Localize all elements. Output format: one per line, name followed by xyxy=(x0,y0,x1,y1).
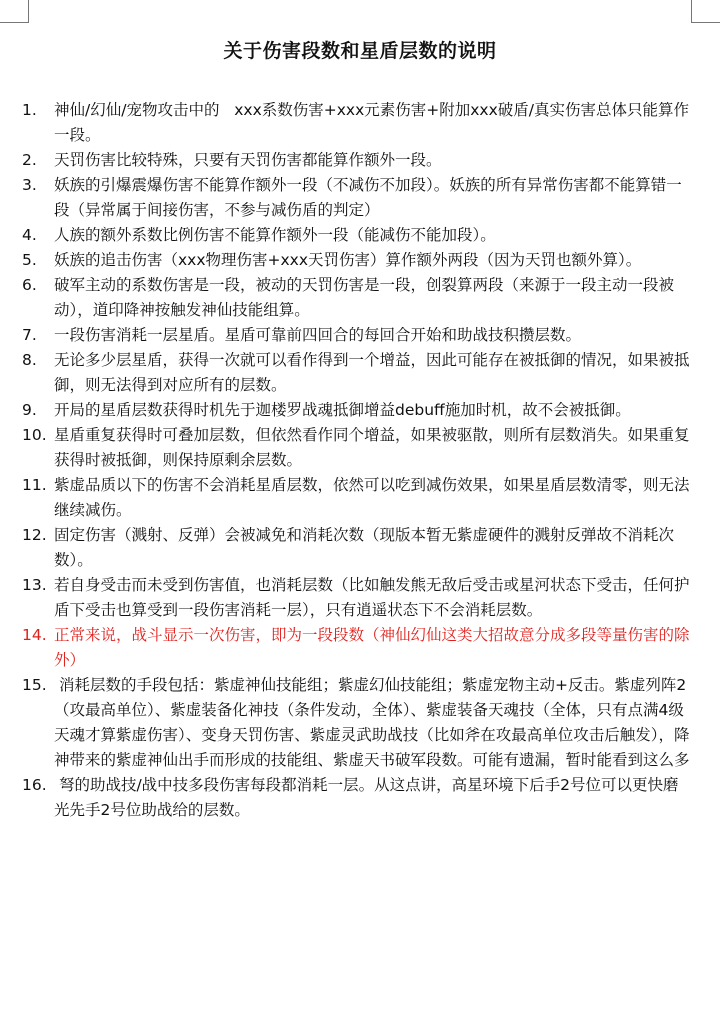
list-item xyxy=(22,148,694,173)
list-item-number: 2. xyxy=(22,151,37,169)
list-item-text: 妖族的追击伤害（xxx物理伤害+xxx天罚伤害）算作额外两段（因为天罚也额外算）。 xyxy=(54,251,642,269)
list-item-text: 破军主动的系数伤害是一段，被动的天罚伤害是一段，创裂算两段（来源于一段主动一段被动），道印降神按触发神仙技能组算。 xyxy=(54,276,675,319)
crop-mark-left xyxy=(0,0,29,23)
list-item-number: 9. xyxy=(22,401,37,419)
list-item-highlighted xyxy=(22,623,694,673)
crop-mark-right xyxy=(691,0,720,23)
list-item-text: 星盾重复获得时可叠加层数，但依然看作同个增益，如果被驱散，则所有层数消失。如果重复获得时被抵御，则保持原剩余层数。 xyxy=(54,426,690,469)
list-item xyxy=(22,673,694,773)
list-item xyxy=(22,573,694,623)
list-item-text: 若自身受击而未受到伤害值，也消耗层数（比如触发熊无敌后受击或星河状态下受击，任何护盾下受击也算受到一段伤害消耗一层），只有逍遥状态下不会消耗层数。 xyxy=(54,576,690,619)
list-item-number: 7. xyxy=(22,326,37,344)
list-item-text: 紫虚品质以下的伤害不会消耗星盾层数，依然可以吃到减伤效果，如果星盾层数清零，则无法继续减伤。 xyxy=(54,476,690,519)
list-item-text: 一段伤害消耗一层星盾。星盾可靠前四回合的每回合开始和助战技积攒层数。 xyxy=(54,326,582,344)
list-item-number: 16. xyxy=(22,776,47,794)
list-item-text: 无论多少层星盾，获得一次就可以看作得到一个增益，因此可能存在被抵御的情况，如果被抵御，则无法得到对应所有的层数。 xyxy=(54,351,690,394)
list-item-number: 8. xyxy=(22,351,37,369)
list-item-text: 天罚伤害比较特殊，只要有天罚伤害都能算作额外一段。 xyxy=(54,151,442,169)
list-item-number: 15. xyxy=(22,676,47,694)
list-item xyxy=(22,173,694,223)
list-item-number: 6. xyxy=(22,276,37,294)
list-item-text: 开局的星盾层数获得时机先于迦楼罗战魂抵御增益debuff施加时机，故不会被抵御。 xyxy=(54,401,631,419)
list-item xyxy=(22,398,694,423)
list-item xyxy=(22,223,694,248)
list-item xyxy=(22,423,694,473)
list-item xyxy=(22,323,694,348)
list-item-number: 5. xyxy=(22,251,37,269)
list-item xyxy=(22,773,694,823)
list-item-text: 妖族的引爆震爆伤害不能算作额外一段（不减伤不加段）。妖族的所有异常伤害都不能算错一段（异常属于间接伤害，不参与减伤盾的判定） xyxy=(54,176,682,219)
list-item-number: 1. xyxy=(22,101,37,119)
list-item-number: 3. xyxy=(22,176,37,194)
list-item-number: 10. xyxy=(22,426,47,444)
rules-list xyxy=(22,98,694,823)
document-title: 关于伤害段数和星盾层数的说明 xyxy=(223,40,497,62)
list-item xyxy=(22,273,694,323)
list-item xyxy=(22,348,694,398)
list-item-text: 固定伤害（溅射、反弹）会被减免和消耗次数（现版本暂无紫虚硬件的溅射反弹故不消耗次数）。 xyxy=(54,526,675,569)
list-item-number: 13. xyxy=(22,576,47,594)
list-item-number: 11. xyxy=(22,476,47,494)
list-item xyxy=(22,98,694,148)
list-item-text: 弩的助战技/战中技多段伤害每段都消耗一层。从这点讲，高星环境下后手2号位可以更快磨光先手2号位助战给的层数。 xyxy=(54,776,679,819)
list-item xyxy=(22,523,694,573)
list-item-text: 正常来说，战斗显示一次伤害，即为一段段数（神仙幻仙这类大招故意分成多段等量伤害的除外） xyxy=(54,626,690,669)
list-item xyxy=(22,473,694,523)
list-item-number: 12. xyxy=(22,526,47,544)
list-item xyxy=(22,248,694,273)
list-item-text: 人族的额外系数比例伤害不能算作额外一段（能减伤不能加段）。 xyxy=(54,226,496,244)
list-item-number: 4. xyxy=(22,226,37,244)
list-item-number: 14. xyxy=(22,626,47,644)
list-item-text: 消耗层数的手段包括：紫虚神仙技能组；紫虚幻仙技能组；紫虚宠物主动+反击。紫虚列阵2（攻最高单位）、紫虚装备化神技（条件发动，全体）、紫虚装备天魂技（全体，只有点满4级天魂才算紫虚伤害）、变身天罚伤害、紫虚灵武助战技（比如斧在攻最高单位攻击后触发），降神带来的紫虚神仙出手而形成的技能组、紫虚天书破军段数。可能有遗漏，暂时能看到这么多 xyxy=(54,676,690,769)
list-item-text: 神仙/幻仙/宠物攻击中的 xxx系数伤害+xxx元素伤害+附加xxx破盾/真实伤害总体只能算作一段。 xyxy=(54,101,689,144)
